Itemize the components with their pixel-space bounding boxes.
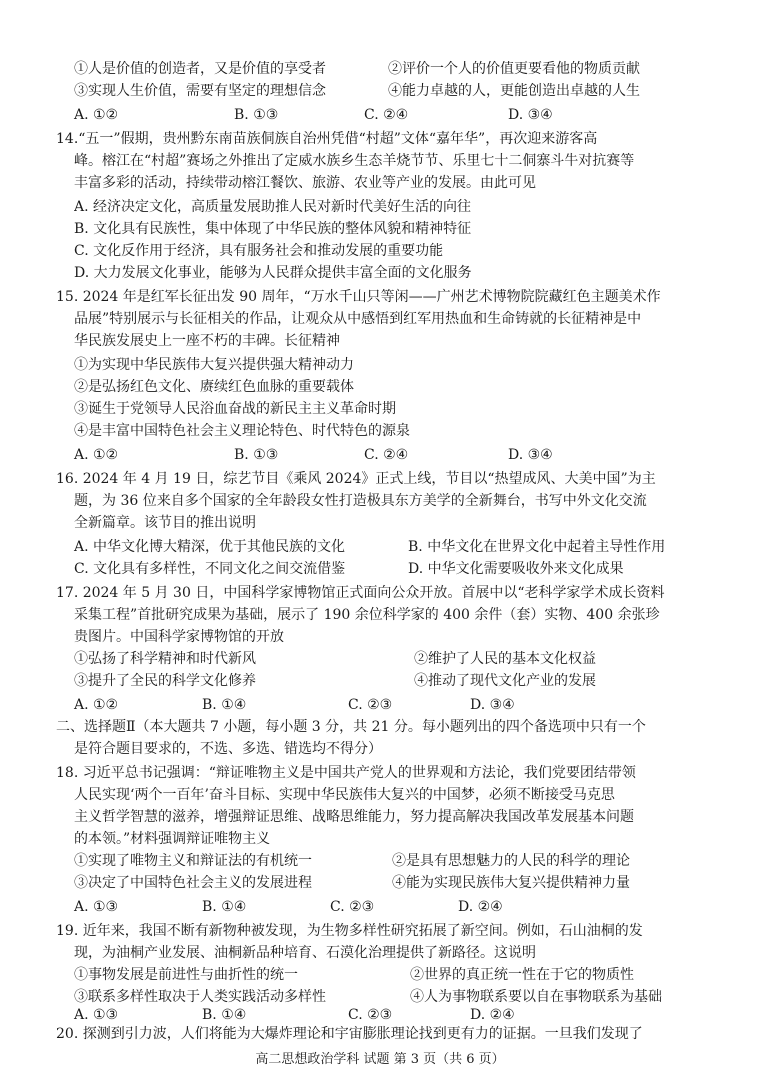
option-a: A. ①②: [74, 107, 119, 123]
option-c: C. ②④: [364, 107, 409, 123]
q14-stem-line-1: 14.“五一”假期，贵州黔东南苗族侗族自治州凭借“村超”文体“嘉年华”，再次迎来游客高: [56, 131, 598, 147]
q19-statement-4: ④人为事物联系要以自在事物联系为基础: [410, 989, 662, 1005]
q14-stem-line-3: 丰富多彩的活动，持续带动榕江餐饮、旅游、农业等产业的发展。由此可见: [74, 175, 536, 191]
q15-statement-3: ③诞生于党领导人民浴血奋战的新民主主义革命时期: [74, 401, 396, 417]
q16-option-b: B. 中华文化在世界文化中起着主导性作用: [408, 539, 666, 555]
q17-options: [74, 694, 694, 716]
q15-stem-line-1: 15. 2024 年是红军长征出发 90 周年，“万水千山只等闲——广州艺术博物院院藏红色主题美术作: [56, 289, 661, 305]
q17-stem-line-1: 17. 2024 年 5 月 30 日，中国科学家博物馆正式面向公众开放。首展中以“老科学家学术成长资料: [56, 585, 665, 601]
option-a: A. ①②: [74, 447, 119, 463]
q16-stem-line-3: 全新篇章。该节目的推出说明: [74, 515, 256, 531]
q17-statement-3: ③提升了全民的科学文化修养: [74, 673, 256, 689]
q13-statement-2: ②评价一个人的价值更要看他的物质贡献: [388, 61, 640, 77]
q18-stem-line-4: 的本领。”材料强调辩证唯物主义: [74, 831, 271, 847]
option-a: A. ①③: [74, 899, 119, 915]
q16-stem-line-2: 题，为 36 位来自多个国家的全年龄段女性打造极具东方美学的全新舞台，书写中外文化交流: [74, 493, 647, 509]
q13-statement-3: ③实现人生价值，需要有坚定的理想信念: [74, 83, 326, 99]
q15-options: [74, 444, 694, 466]
q15-statement-2: ②是弘扬红色文化、赓续红色血脉的重要载体: [74, 379, 354, 395]
option-a: A. ①③: [74, 1007, 119, 1023]
option-d: D. ②④: [470, 1007, 515, 1023]
q16-stem-line-1: 16. 2024 年 4 月 19 日，综艺节目《乘风 2024》正式上线，节目以“热望成风、大美中国”为主: [56, 471, 656, 487]
option-b: B. ①④: [202, 697, 247, 713]
option-c: C. ②③: [348, 1007, 393, 1023]
q15-stem-line-3: 华民族发展史上一座不朽的丰碑。长征精神: [74, 333, 340, 349]
q16-option-c: C. 文化具有多样性，不同文化之间交流借鉴: [74, 561, 346, 577]
q17-statement-1: ①弘扬了科学精神和时代新风: [74, 651, 256, 667]
option-b: B. ①④: [202, 1007, 247, 1023]
q18-stem-line-3: 主义哲学智慧的滋养，增强辩证思维、战略思维能力，努力提高解决我国改革发展基本问题: [74, 809, 634, 825]
option-b: B. ①③: [234, 107, 279, 123]
q16-option-a: A. 中华文化博大精深，优于其他民族的文化: [74, 539, 346, 555]
q18-stem-line-2: 人民实现‘两个一百年’奋斗目标、实现中华民族伟大复兴的中国梦，必须不断接受马克思: [74, 787, 615, 803]
option-c: C. ②④: [364, 447, 409, 463]
q14-option-a: A. 经济决定文化，高质量发展助推人民对新时代美好生活的向往: [74, 199, 472, 215]
option-a: A. ①②: [74, 697, 119, 713]
q19-statement-2: ②世界的真正统一性在于它的物质性: [410, 967, 634, 983]
q15-statement-1: ①为实现中华民族伟大复兴提供强大精神动力: [74, 357, 354, 373]
q18-statement-2: ②是具有思想魅力的人民的科学的理论: [392, 853, 630, 869]
q18-statement-3: ③决定了中国特色社会主义的发展进程: [74, 875, 312, 891]
q17-stem-line-3: 贵图片。中国科学家博物馆的开放: [74, 629, 284, 645]
q14-option-b: B. 文化具有民族性，集中体现了中华民族的整体风貌和精神特征: [74, 221, 472, 237]
q19-statement-1: ①事物发展是前进性与曲折性的统一: [74, 967, 298, 983]
q19-options: [74, 1006, 694, 1024]
option-d: D. ③④: [508, 447, 553, 463]
q16-option-d: D. 中华文化需要吸收外来文化成果: [408, 561, 624, 577]
q13-statement-1: ①人是价值的创造者，又是价值的享受者: [74, 61, 326, 77]
page-footer: 高二思想政治学科 试题 第 3 页（共 6 页）: [255, 1052, 505, 1067]
q19-stem-line-2: 现，为油桐产业发展、油桐新品种培育、石漠化治理提供了新路径。这说明: [74, 945, 536, 961]
q13-options: [74, 104, 694, 126]
q17-statement-2: ②维护了人民的基本文化权益: [414, 651, 596, 667]
q14-option-d: D. 大力发展文化事业，能够为人民群众提供丰富全面的文化服务: [74, 265, 472, 281]
option-c: C. ②③: [348, 697, 393, 713]
q19-statement-3: ③联系多样性取决于人类实践活动多样性: [74, 989, 326, 1005]
q18-options: [74, 896, 694, 918]
option-d: D. ③④: [508, 107, 553, 123]
q18-statement-1: ①实现了唯物主义和辩证法的有机统一: [74, 853, 312, 869]
section-2-heading: 二、选择题Ⅱ（本大题共 7 小题，每小题 3 分，共 21 分。每小题列出的四个备选项中只有一个: [56, 719, 646, 735]
q14-option-c: C. 文化反作用于经济，具有服务社会和推动发展的重要功能: [74, 243, 444, 259]
q17-stem-line-2: 采集工程”首批研究成果为基础，展示了 190 余位科学家的 400 余件（套）实物、400 余张珍: [74, 607, 660, 623]
q14-stem-line-2: 峰。榕江在“村超”赛场之外推出了定威水族乡生态羊烧节节、乐里七十二侗寨斗牛对抗赛等: [74, 153, 635, 169]
q19-stem-line-1: 19. 近年来，我国不断有新物种被发现，为生物多样性研究拓展了新空间。例如，石山油桐的发: [56, 923, 643, 939]
q13-statement-4: ④能力卓越的人，更能创造出卓越的人生: [388, 83, 640, 99]
q15-statement-4: ④是丰富中国特色社会主义理论特色、时代特色的源泉: [74, 423, 410, 439]
section-2-heading-line-2: 是符合题目要求的，不选、多选、错选均不得分）: [74, 741, 382, 757]
option-d: D. ③④: [470, 697, 515, 713]
option-b: B. ①③: [234, 447, 279, 463]
option-d: D. ②④: [458, 899, 503, 915]
option-b: B. ①④: [202, 899, 247, 915]
q20-stem-line-1: 20. 探测到引力波，人们将能为大爆炸理论和宇宙膨胀理论找到更有力的证据。一旦我们发现了: [56, 1026, 643, 1042]
q18-stem-line-1: 18. 习近平总书记强调：“辩证唯物主义是中国共产党人的世界观和方法论，我们党要团结带领: [56, 765, 636, 781]
q15-stem-line-2: 品展”特别展示与长征相关的作品，让观众从中感悟到红军用热血和生命铸就的长征精神是中: [74, 311, 642, 327]
q17-statement-4: ④推动了现代文化产业的发展: [414, 673, 596, 689]
q18-statement-4: ④能为实现民族伟大复兴提供精神力量: [392, 875, 630, 891]
option-c: C. ②③: [330, 899, 375, 915]
